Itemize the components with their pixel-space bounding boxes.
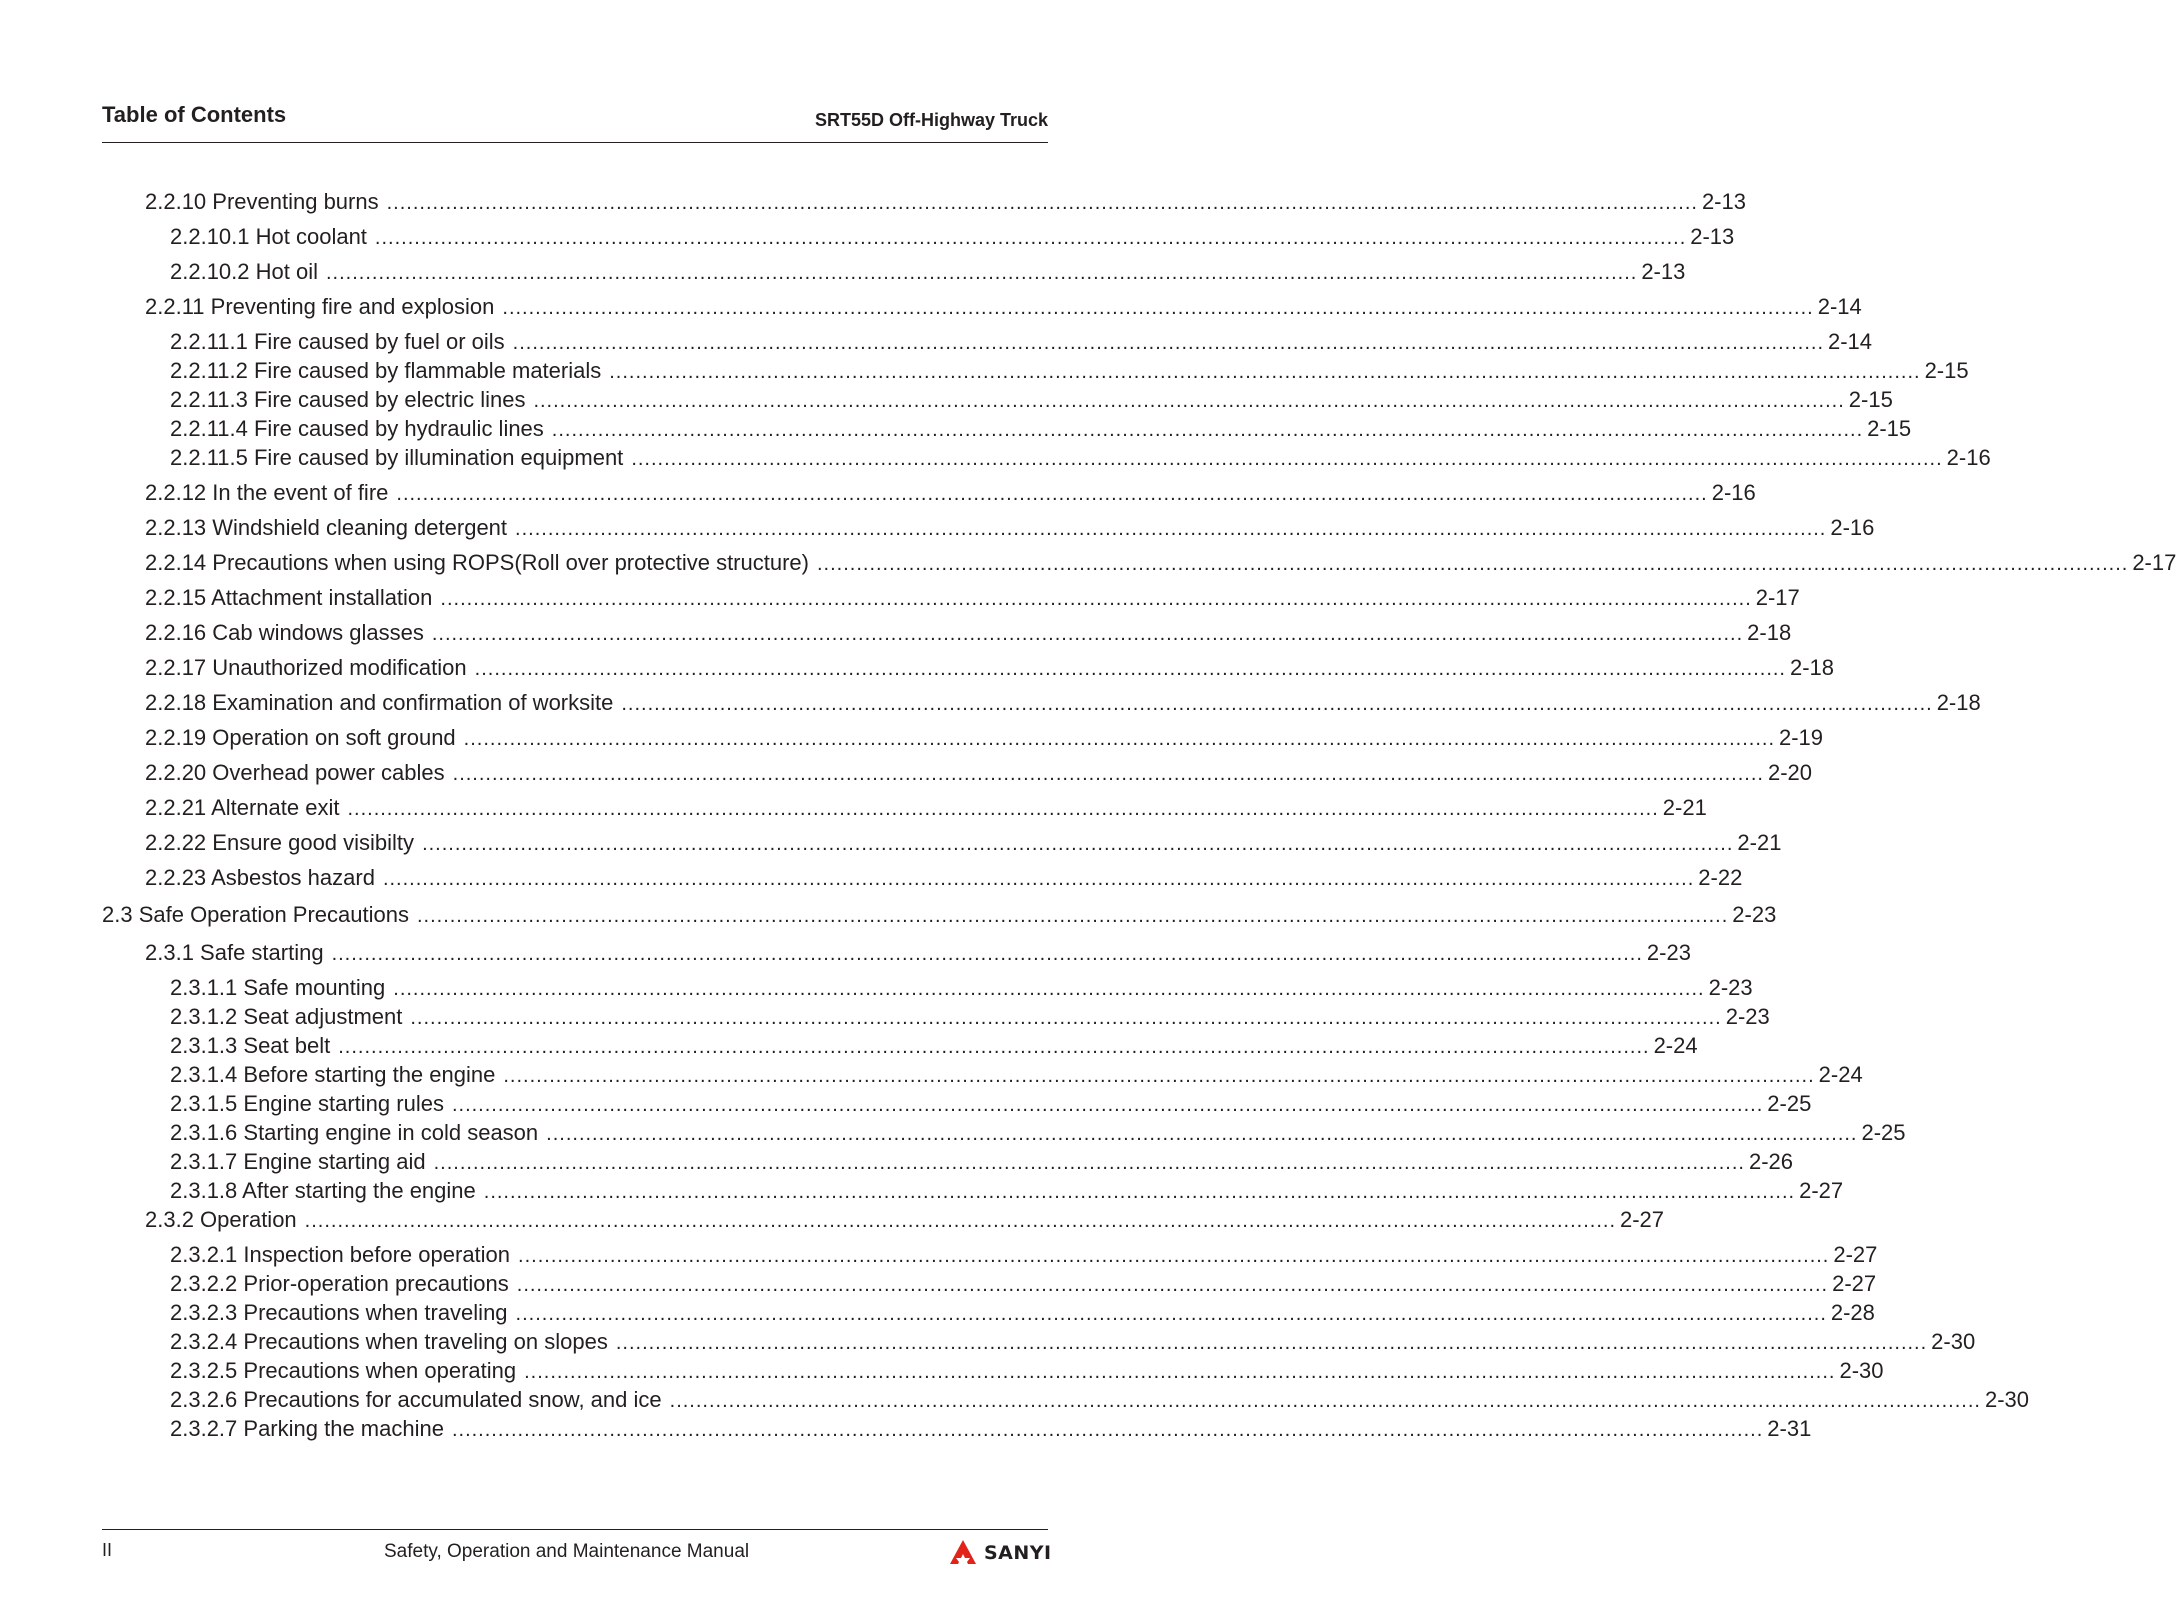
toc-entry[interactable] — [145, 514, 1875, 542]
dot-leader: ........................................................................................................................................................................................................ — [452, 763, 1764, 785]
toc-entry-title: 2.3.2 Operation — [145, 1207, 297, 1232]
toc-entry-title: 2.3.1 Safe starting — [145, 940, 324, 965]
toc-entry[interactable] — [170, 328, 1873, 356]
toc-entry[interactable] — [170, 386, 1893, 414]
dot-leader: ........................................................................................................................................................................................................ — [304, 1210, 1616, 1232]
toc-entry-page: 2-27 — [1620, 1207, 1665, 1232]
toc-entry[interactable] — [170, 1090, 1812, 1118]
toc-entry-page: 2-23 — [1708, 975, 1753, 1000]
toc-entry-title: 2.2.15 Attachment installation — [145, 585, 433, 610]
toc-entry-title: 2.3.2.2 Prior-operation precautions — [170, 1271, 509, 1296]
toc-entry[interactable] — [170, 1119, 1906, 1147]
toc-entry-page: 2-24 — [1818, 1062, 1863, 1087]
dot-leader: ........................................................................................................................................................................................................ — [422, 833, 1734, 855]
dot-leader: ........................................................................................................................................................................................................ — [410, 1007, 1722, 1029]
toc-entry[interactable] — [170, 223, 1735, 251]
toc-entry-page: 2-26 — [1748, 1149, 1793, 1174]
toc-entry[interactable] — [170, 1357, 1884, 1385]
toc-entry-title: 2.3.1.1 Safe mounting — [170, 975, 386, 1000]
dot-leader: ........................................................................................................................................................................................................ — [483, 1181, 1796, 1203]
toc-entry-title: 2.2.12 In the event of fire — [145, 480, 389, 505]
toc-entry-page: 2-27 — [1799, 1178, 1844, 1203]
toc-entry-page: 2-14 — [1817, 294, 1862, 319]
toc-entry[interactable] — [145, 619, 1792, 647]
toc-entry-title: 2.2.23 Asbestos hazard — [145, 865, 375, 890]
toc-entry-page: 2-16 — [1946, 445, 1991, 470]
toc-entry-page: 2-23 — [1732, 902, 1777, 927]
dot-leader: ........................................................................................................................................................................................................ — [338, 1036, 1650, 1058]
dot-leader: ........................................................................................................................................................................................................ — [440, 588, 1752, 610]
document-title: SRT55D Off-Highway Truck — [814, 110, 1048, 130]
toc-entry-title: 2.3.1.7 Engine starting aid — [170, 1149, 426, 1174]
toc-entry-title: 2.2.11.3 Fire caused by electric lines — [170, 387, 526, 412]
toc-entry-page: 2-21 — [1662, 795, 1707, 820]
toc-entry-title: 2.2.11.2 Fire caused by flammable materials — [170, 358, 602, 383]
toc-entry[interactable] — [145, 939, 1691, 967]
sanyi-logo-icon — [948, 1538, 978, 1568]
toc-entry-title: 2.2.10 Preventing burns — [145, 189, 379, 214]
toc-entry[interactable] — [145, 724, 1824, 752]
brand-logo — [948, 1538, 1052, 1568]
dot-leader: ........................................................................................................................................................................................................ — [518, 1245, 1830, 1267]
dot-leader: ........................................................................................................................................................................................................ — [463, 728, 1775, 750]
footer-page-number: II — [102, 1540, 113, 1560]
toc-entry-page: 2-30 — [1839, 1358, 1884, 1383]
toc-entry-title: 2.3.1.4 Before starting the engine — [170, 1062, 496, 1087]
toc-entry-page: 2-17 — [2132, 550, 2176, 575]
toc-entry[interactable] — [170, 415, 1912, 443]
toc-entry-page: 2-20 — [1767, 760, 1813, 785]
toc-entry-title: 2.3.1.2 Seat adjustment — [170, 1004, 403, 1029]
dot-leader: ........................................................................................................................................................................................................ — [474, 658, 1786, 680]
toc-entry-title: 2.2.20 Overhead power cables — [145, 760, 445, 785]
toc-entry[interactable] — [170, 1032, 1698, 1060]
toc-entry-page: 2-21 — [1737, 830, 1782, 855]
toc-entry[interactable] — [145, 293, 1862, 321]
toc-entry-page: 2-16 — [1711, 480, 1756, 505]
toc-entry[interactable] — [170, 357, 1969, 385]
toc-entry[interactable] — [145, 654, 1835, 682]
dot-leader: ........................................................................................................................................................................................................ — [515, 518, 1827, 540]
toc-entry[interactable] — [145, 794, 1707, 822]
toc-entry[interactable] — [145, 829, 1782, 857]
toc-entry-title: 2.3.2.1 Inspection before operation — [170, 1242, 511, 1267]
dot-leader: ........................................................................................................................................................................................................ — [502, 297, 1814, 319]
toc-entry[interactable] — [102, 901, 1777, 929]
toc-entry-title: 2.2.21 Alternate exit — [145, 795, 340, 820]
toc-entry[interactable] — [170, 1241, 1878, 1269]
dot-leader: ........................................................................................................................................................................................................ — [374, 227, 1687, 249]
toc-entry[interactable] — [145, 188, 1746, 216]
toc-entry-page: 2-13 — [1641, 259, 1686, 284]
dot-leader: ........................................................................................................................................................................................................ — [816, 553, 2129, 575]
toc-entry-page: 2-30 — [1984, 1387, 2030, 1412]
dot-leader: ........................................................................................................................................................................................................ — [512, 332, 1824, 354]
toc-entry-page: 2-22 — [1698, 865, 1743, 890]
dot-leader: ........................................................................................................................................................................................................ — [396, 483, 1708, 505]
toc-entry-title: 2.3.2.5 Precautions when operating — [170, 1358, 517, 1383]
toc-entry-title: 2.3.1.8 After starting the engine — [170, 1178, 476, 1203]
toc-entry[interactable] — [145, 549, 2176, 577]
toc-entry-page: 2-13 — [1701, 189, 1746, 214]
dot-leader: ........................................................................................................................................................................................................ — [615, 1332, 1928, 1354]
dot-leader: ........................................................................................................................................................................................................ — [451, 1419, 1764, 1441]
dot-leader: ........................................................................................................................................................................................................ — [386, 192, 1698, 214]
dot-leader: ........................................................................................................................................................................................................ — [621, 693, 1933, 715]
toc-entry-page: 2-18 — [1789, 655, 1835, 680]
dot-leader: ........................................................................................................................................................................................................ — [431, 623, 1744, 645]
dot-leader: ........................................................................................................................................................................................................ — [382, 868, 1695, 890]
dot-leader: ........................................................................................................................................................................................................ — [631, 448, 1943, 470]
toc-entry-title: 2.2.10.1 Hot coolant — [170, 224, 367, 249]
toc-entry-page: 2-28 — [1830, 1300, 1875, 1325]
toc-entry-title: 2.2.22 Ensure good visibilty — [145, 830, 415, 855]
toc-entry[interactable] — [170, 1177, 1844, 1205]
page-title: Table of Contents — [102, 102, 287, 127]
toc-entry-page: 2-25 — [1861, 1120, 1906, 1145]
dot-leader: ........................................................................................................................................................................................................ — [503, 1065, 1815, 1087]
toc-entry-title: 2.2.14 Precautions when using ROPS(Roll over protective structure) — [145, 550, 809, 575]
footer-manual-title: Safety, Operation and Maintenance Manual — [384, 1541, 750, 1562]
toc-entry-page: 2-27 — [1833, 1242, 1878, 1267]
toc-entry[interactable] — [170, 258, 1686, 286]
dot-leader: ........................................................................................................................................................................................................ — [546, 1123, 1858, 1145]
toc-entry-title: 2.2.17 Unauthorized modification — [145, 655, 467, 680]
toc-entry-title: 2.3.1.3 Seat belt — [170, 1033, 331, 1058]
toc-entry-page: 2-23 — [1725, 1004, 1770, 1029]
toc-entry-title: 2.3.2.4 Precautions when traveling on slopes — [170, 1329, 608, 1354]
toc-entry[interactable] — [170, 1270, 1877, 1298]
toc-entry-page: 2-19 — [1779, 725, 1824, 750]
dot-leader: ........................................................................................................................................................................................................ — [609, 361, 1921, 383]
dot-leader: ........................................................................................................................................................................................................ — [524, 1361, 1836, 1383]
toc-entry-page: 2-31 — [1767, 1416, 1812, 1441]
toc-entry-title: 2.2.19 Operation on soft ground — [145, 725, 456, 750]
dot-leader: ........................................................................................................................................................................................................ — [533, 390, 1845, 412]
toc-entry[interactable] — [145, 1206, 1665, 1234]
dot-leader: ........................................................................................................................................................................................................ — [516, 1274, 1829, 1296]
footer-divider — [102, 1529, 1048, 1530]
toc-entry-page: 2-25 — [1767, 1091, 1812, 1116]
toc-entry-page: 2-14 — [1828, 329, 1873, 354]
toc-entry-page: 2-13 — [1690, 224, 1735, 249]
toc-entry[interactable] — [170, 1061, 1863, 1089]
dot-leader: ........................................................................................................................................................................................................ — [325, 262, 1638, 284]
toc-entry[interactable] — [170, 1386, 2030, 1414]
dot-leader: ........................................................................................................................................................................................................ — [451, 1094, 1764, 1116]
dot-leader: ........................................................................................................................................................................................................ — [347, 798, 1659, 820]
dot-leader: ........................................................................................................................................................................................................ — [393, 978, 1705, 1000]
dot-leader: ........................................................................................................................................................................................................ — [669, 1390, 1981, 1412]
dot-leader: ........................................................................................................................................................................................................ — [331, 943, 1643, 965]
toc-entry-page: 2-23 — [1646, 940, 1691, 965]
toc-entry-title: 2.3 Safe Operation Precautions — [102, 902, 409, 927]
toc-entry[interactable] — [170, 1299, 1875, 1327]
toc-entry-title: 2.3.2.3 Precautions when traveling — [170, 1300, 508, 1325]
dot-leader: ........................................................................................................................................................................................................ — [551, 419, 1864, 441]
toc-entry-page: 2-24 — [1653, 1033, 1698, 1058]
toc-entry-page: 2-30 — [1931, 1329, 1976, 1354]
toc-entry[interactable] — [170, 1148, 1793, 1176]
toc-entry-page: 2-15 — [1924, 358, 1969, 383]
toc-entry-page: 2-16 — [1830, 515, 1875, 540]
toc-entry[interactable] — [145, 479, 1756, 507]
dot-leader: ........................................................................................................................................................................................................ — [515, 1303, 1827, 1325]
toc-entry[interactable] — [145, 864, 1743, 892]
toc-entry[interactable] — [170, 1415, 1812, 1443]
toc-entry[interactable] — [170, 974, 1753, 1002]
toc-entry[interactable] — [170, 1328, 1976, 1356]
toc-entry[interactable] — [170, 1003, 1770, 1031]
toc-entry-title: 2.2.16 Cab windows glasses — [145, 620, 424, 645]
toc-entry-title: 2.3.1.6 Starting engine in cold season — [170, 1120, 539, 1145]
toc-entry-page: 2-17 — [1755, 585, 1800, 610]
toc-entry[interactable] — [145, 689, 1981, 717]
brand-name: SANYI — [984, 1542, 1052, 1564]
toc-entry[interactable] — [170, 444, 1991, 472]
toc-entry-title: 2.2.11.5 Fire caused by illumination equipment — [170, 445, 624, 470]
toc-entry-title: 2.2.18 Examination and confirmation of worksite — [145, 690, 614, 715]
toc-entry-title: 2.3.1.5 Engine starting rules — [170, 1091, 444, 1116]
toc-entry-title: 2.3.2.6 Precautions for accumulated snow, and ice — [170, 1387, 662, 1412]
dot-leader: ........................................................................................................................................................................................................ — [433, 1152, 1745, 1174]
toc-entry-title: 2.3.2.7 Parking the machine — [170, 1416, 444, 1441]
toc-entry-title: 2.2.11.4 Fire caused by hydraulic lines — [170, 416, 544, 441]
toc-entry-page: 2-18 — [1747, 620, 1792, 645]
toc-entry-page: 2-15 — [1867, 416, 1912, 441]
toc-entry-page: 2-27 — [1832, 1271, 1877, 1296]
toc-entry-page: 2-15 — [1848, 387, 1893, 412]
dot-leader: ........................................................................................................................................................................................................ — [416, 905, 1729, 927]
toc-entry[interactable] — [145, 759, 1813, 787]
toc-entry-page: 2-18 — [1936, 690, 1981, 715]
toc-entry[interactable] — [145, 584, 1800, 612]
toc-entry-title: 2.2.10.2 Hot oil — [170, 259, 318, 284]
toc-entry-title: 2.2.11.1 Fire caused by fuel or oils — [170, 329, 505, 354]
toc-entry-title: 2.2.13 Windshield cleaning detergent — [145, 515, 508, 540]
toc-entry-title: 2.2.11 Preventing fire and explosion — [145, 294, 495, 319]
